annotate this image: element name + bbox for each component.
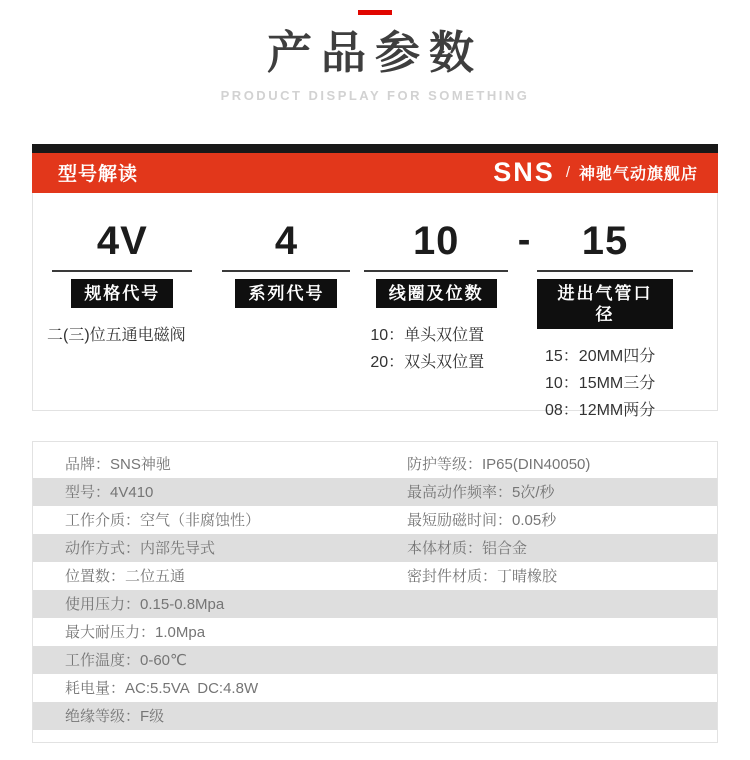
spec-cell-left: 位置数：二位五通: [65, 568, 186, 586]
segment-label-tag: 进出气管口径: [537, 279, 673, 330]
model-segment-head: [537, 220, 717, 330]
segment-description-line: 08：12MM两分: [545, 402, 656, 420]
red-dash-icon: [358, 10, 392, 15]
segment-label-tag: 线圈及位数: [376, 279, 497, 308]
page-title: 产品参数: [266, 27, 483, 78]
model-code-value: 4: [274, 218, 299, 263]
page-header: [0, 10, 750, 103]
spec-table-row: [33, 674, 717, 702]
segment-descriptions: [537, 343, 717, 424]
segment-underline: [537, 270, 693, 272]
spec-table-row: [33, 450, 717, 478]
store-name: 神驰气动旗舰店: [578, 166, 698, 184]
model-breakdown-section: [32, 144, 718, 420]
model-segment-3: [361, 220, 511, 376]
section-banner: [32, 153, 718, 193]
segment-underline: [52, 270, 192, 272]
spec-cell-left: 工作介质：空气（非腐蚀性）: [65, 512, 261, 530]
spec-table-row: [33, 534, 717, 562]
segment-description-line: 10：15MM三分: [545, 375, 656, 393]
model-segment-4: [537, 220, 717, 425]
segment-underline: [364, 270, 508, 272]
spec-cell-right: 最短励磁时间：0.05秒: [407, 512, 557, 530]
segment-descriptions: [33, 322, 212, 349]
spec-table-row: [33, 562, 717, 590]
model-code-value: 10: [412, 218, 460, 263]
banner-brand-group: [493, 159, 698, 186]
spec-cell-left: 耗电量：AC:5.5VA DC:4.8W: [65, 680, 259, 698]
segment-label-tag: 规格代号: [71, 279, 173, 308]
page-subtitle: PRODUCT DISPLAY FOR SOMETHING: [220, 87, 530, 103]
segment-descriptions: [361, 322, 511, 376]
model-segment-2: [212, 220, 362, 308]
spec-cell-left: 最大耐压力：1.0Mpa: [65, 624, 206, 642]
model-code-value: 4V: [96, 218, 148, 263]
spec-table: [32, 441, 718, 743]
segment-description-line: 10：单头双位置: [370, 327, 485, 344]
model-code-dash: -: [517, 218, 531, 261]
banner-title: 型号解读: [58, 164, 139, 186]
spec-cell-left: 工作温度：0-60℃: [65, 652, 187, 670]
spec-table-row: [33, 478, 717, 506]
segment-description-line: 二(三)位五通电磁阀: [47, 327, 186, 344]
model-segment-head: [33, 220, 212, 308]
segment-description-line: 15：20MM四分: [545, 348, 656, 366]
spec-cell-left: 使用压力：0.15-0.8Mpa: [65, 596, 225, 614]
model-code-value: 15: [581, 218, 629, 263]
spec-cell-left: 动作方式：内部先导式: [65, 540, 216, 558]
spec-table-row: [33, 506, 717, 534]
spec-cell-right: 本体材质：铝合金: [407, 540, 528, 558]
segment-description-line: 20：双头双位置: [370, 354, 485, 371]
spec-table-row: [33, 702, 717, 730]
segment-label-tag: 系列代号: [235, 279, 337, 308]
brand-separator: /: [565, 164, 570, 182]
spec-table-row: [33, 590, 717, 618]
model-code-card: [32, 193, 718, 420]
spec-cell-right: 密封件材质：丁晴橡胶: [407, 568, 558, 586]
spec-table-row: [33, 618, 717, 646]
spec-cell-right: 最高动作频率：5次/秒: [407, 484, 555, 502]
model-segment-head: [212, 220, 362, 308]
spec-cell-left: 绝缘等级：F级: [65, 708, 165, 726]
model-segment-1: [33, 220, 212, 349]
model-segment-head: [361, 220, 511, 308]
spec-table-row: [33, 646, 717, 674]
spec-cell-left: 品牌：SNS神驰: [65, 456, 171, 474]
spec-cell-right: 防护等级：IP65(DIN40050): [407, 456, 591, 474]
brand-logo: SNS: [493, 157, 555, 188]
segment-underline: [222, 270, 350, 272]
spec-cell-left: 型号：4V410: [65, 484, 154, 502]
banner-top-strip: [32, 144, 718, 153]
